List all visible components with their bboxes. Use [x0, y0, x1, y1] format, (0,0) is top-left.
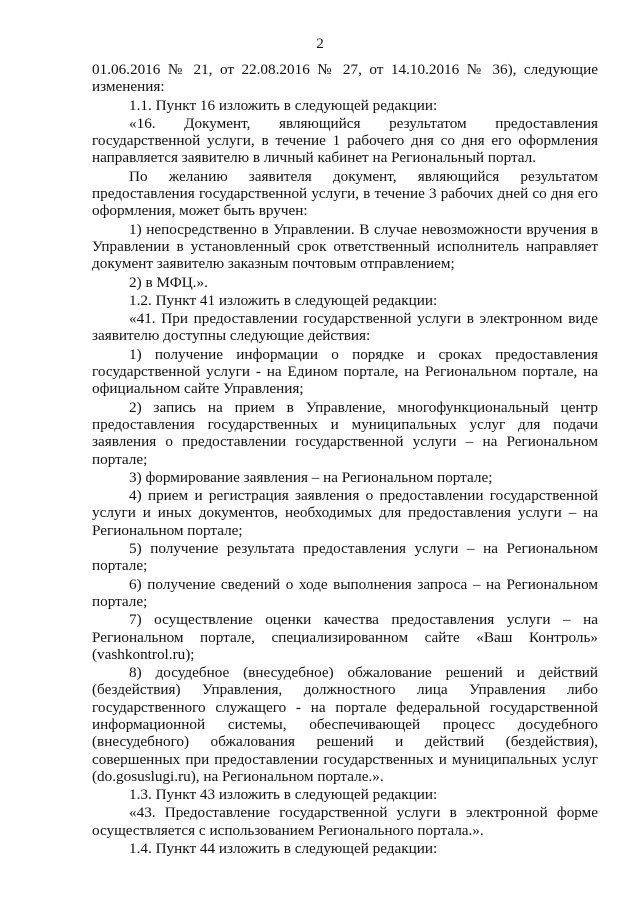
- paragraph: 8) досудебное (внесудебное) обжалование решений и действий (бездействия) Управления, должностного лица Управления либо государственного служащего - на портале федеральной государственной информационной системы, обеспечивающей процесс досудебного (внесудебного) обжалования решений и действий (бездействия), совершенных при предоставлении государственных и муниципальных услуг (do.gosuslugi.ru), на Региональном портале.».: [92, 664, 598, 785]
- paragraph: По желанию заявителя документ, являющийся результатом предоставления государственной услуги, в течение 3 рабочих дней со дня его оформления, может быть вручен:: [92, 167, 598, 220]
- paragraph: 1.4. Пункт 44 изложить в следующей редакции:: [129, 840, 438, 858]
- paragraph: 2) запись на прием в Управление, многофункциональный центр предоставления государственных и муниципальных услуг для подачи заявления о предоставлении государственной услуги – на Региональном портале;: [92, 398, 598, 468]
- paragraph: 3) формирование заявления – на Региональном портале;: [129, 468, 493, 486]
- paragraph: 2) в МФЦ.».: [129, 273, 208, 291]
- paragraph: 1.1. Пункт 16 изложить в следующей редакции:: [129, 96, 438, 114]
- paragraph: 1) непосредственно в Управлении. В случае невозможности вручения в Управлении в установленный срок ответственный исполнитель направляет документ заявителю заказным почтовым отправлением;: [92, 220, 598, 273]
- paragraph: «43. Предоставление государственной услуги в электронной форме осуществляется с использованием Регионального портала.».: [92, 804, 598, 839]
- paragraph: «16. Документ, являющийся результатом предоставления государственной услуги, в течение 1 рабочего дня со дня его оформления направляется заявителю в личный кабинет на Региональный портал.: [92, 114, 598, 167]
- paragraph: 01.06.2016 № 21, от 22.08.2016 № 27, от 14.10.2016 № 36), следующие изменения:: [92, 61, 598, 96]
- paragraph: 5) получение результата предоставления услуги – на Региональном портале;: [92, 540, 598, 575]
- paragraph: 1) получение информации о порядке и сроках предоставления государственной услуги - на Едином портале, на Региональном портале, на официальном сайте Управления;: [92, 345, 598, 398]
- document-body: [92, 61, 598, 857]
- page-number: 2: [316, 35, 324, 52]
- paragraph: 4) прием и регистрация заявления о предоставлении государственной услуги и иных документов, необходимых для предоставления услуги – на Региональном портале;: [92, 487, 598, 539]
- paragraph: 7) осуществление оценки качества предоставления услуги – на Региональном портале, специализированном сайте «Ваш Контроль» (vashkontrol.ru);: [92, 611, 598, 663]
- paragraph: 1.3. Пункт 43 изложить в следующей редакции:: [129, 786, 438, 804]
- paragraph: 1.2. Пункт 41 изложить в следующей редакции:: [129, 291, 438, 309]
- paragraph: «41. При предоставлении государственной услуги в электронном виде заявителю доступны следующие действия:: [92, 310, 598, 345]
- paragraph: 6) получение сведений о ходе выполнения запроса – на Региональном портале;: [92, 575, 598, 610]
